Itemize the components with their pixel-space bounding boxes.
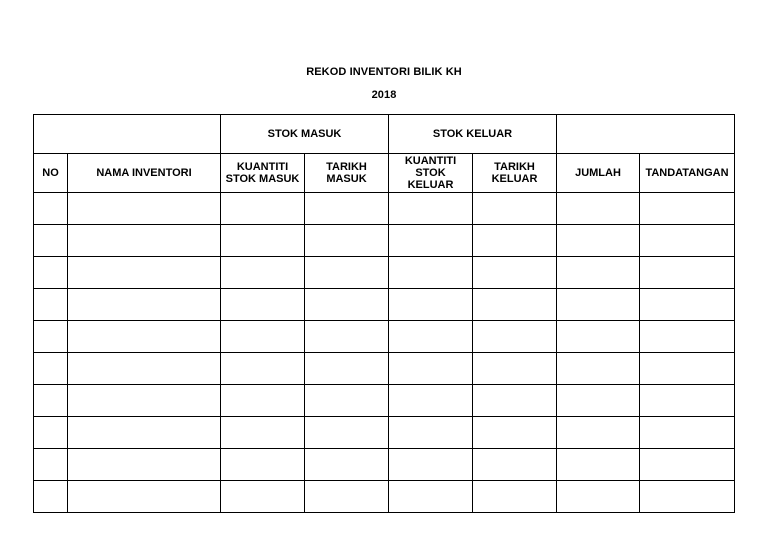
cell-kuantiti-stok-keluar <box>389 321 473 353</box>
cell-nama-inventori <box>68 321 221 353</box>
table-row <box>34 481 735 513</box>
cell-kuantiti-stok-masuk <box>221 449 305 481</box>
column-header-jumlah: JUMLAH <box>557 154 640 193</box>
group-header-row <box>34 115 735 154</box>
inventory-table-body <box>34 193 735 513</box>
cell-tandatangan <box>640 449 735 481</box>
cell-jumlah <box>557 481 640 513</box>
cell-kuantiti-stok-keluar <box>389 257 473 289</box>
cell-kuantiti-stok-keluar <box>389 481 473 513</box>
cell-tarikh-keluar <box>473 353 557 385</box>
cell-jumlah <box>557 225 640 257</box>
document-year: 2018 <box>371 89 397 101</box>
cell-tandatangan <box>640 385 735 417</box>
cell-tarikh-masuk <box>305 257 389 289</box>
table-row <box>34 385 735 417</box>
cell-no <box>34 449 68 481</box>
table-row <box>34 257 735 289</box>
table-row <box>34 193 735 225</box>
column-header-row <box>34 154 735 193</box>
cell-nama-inventori <box>68 289 221 321</box>
column-header-tarikh-masuk: TARIKH MASUK <box>305 154 389 193</box>
column-header-kuantiti-stok-masuk: KUANTITI STOK MASUK <box>221 154 305 193</box>
inventory-table <box>33 114 735 513</box>
cell-nama-inventori <box>68 481 221 513</box>
cell-kuantiti-stok-keluar <box>389 289 473 321</box>
cell-nama-inventori <box>68 353 221 385</box>
cell-tarikh-masuk <box>305 417 389 449</box>
column-header-kuantiti-stok-keluar: KUANTITI STOK KELUAR <box>389 154 473 193</box>
cell-tarikh-masuk <box>305 225 389 257</box>
cell-jumlah <box>557 257 640 289</box>
cell-no <box>34 193 68 225</box>
group-header-stok-masuk: STOK MASUK <box>221 115 389 154</box>
column-header-tandatangan: TANDATANGAN <box>640 154 735 193</box>
cell-kuantiti-stok-keluar <box>389 225 473 257</box>
cell-no <box>34 353 68 385</box>
cell-kuantiti-stok-masuk <box>221 481 305 513</box>
cell-jumlah <box>557 449 640 481</box>
cell-tarikh-masuk <box>305 385 389 417</box>
cell-kuantiti-stok-keluar <box>389 449 473 481</box>
document-title: REKOD INVENTORI BILIK KH <box>306 66 462 78</box>
cell-tandatangan <box>640 417 735 449</box>
cell-tarikh-keluar <box>473 289 557 321</box>
table-row <box>34 289 735 321</box>
cell-tarikh-keluar <box>473 225 557 257</box>
cell-tarikh-keluar <box>473 321 557 353</box>
cell-nama-inventori <box>68 193 221 225</box>
cell-nama-inventori <box>68 449 221 481</box>
cell-kuantiti-stok-masuk <box>221 225 305 257</box>
cell-nama-inventori <box>68 417 221 449</box>
cell-tarikh-keluar <box>473 385 557 417</box>
cell-tarikh-keluar <box>473 449 557 481</box>
cell-tandatangan <box>640 289 735 321</box>
cell-nama-inventori <box>68 225 221 257</box>
cell-tarikh-masuk <box>305 449 389 481</box>
cell-jumlah <box>557 321 640 353</box>
cell-nama-inventori <box>68 385 221 417</box>
cell-tandatangan <box>640 193 735 225</box>
cell-tarikh-masuk <box>305 193 389 225</box>
cell-kuantiti-stok-keluar <box>389 417 473 449</box>
table-row <box>34 225 735 257</box>
cell-tandatangan <box>640 353 735 385</box>
cell-jumlah <box>557 417 640 449</box>
cell-tarikh-keluar <box>473 417 557 449</box>
cell-jumlah <box>557 289 640 321</box>
cell-nama-inventori <box>68 257 221 289</box>
cell-tarikh-masuk <box>305 353 389 385</box>
cell-tarikh-masuk <box>305 289 389 321</box>
cell-no <box>34 481 68 513</box>
cell-kuantiti-stok-masuk <box>221 193 305 225</box>
cell-tarikh-keluar <box>473 193 557 225</box>
cell-no <box>34 225 68 257</box>
cell-jumlah <box>557 385 640 417</box>
cell-tarikh-keluar <box>473 257 557 289</box>
cell-tandatangan <box>640 481 735 513</box>
cell-kuantiti-stok-masuk <box>221 257 305 289</box>
cell-no <box>34 257 68 289</box>
cell-no <box>34 417 68 449</box>
cell-kuantiti-stok-masuk <box>221 417 305 449</box>
cell-kuantiti-stok-masuk <box>221 321 305 353</box>
column-header-no: NO <box>34 154 68 193</box>
column-header-tarikh-keluar: TARIKH KELUAR <box>473 154 557 193</box>
cell-tandatangan <box>640 321 735 353</box>
cell-kuantiti-stok-masuk <box>221 385 305 417</box>
cell-tarikh-masuk <box>305 321 389 353</box>
table-row <box>34 353 735 385</box>
cell-kuantiti-stok-masuk <box>221 353 305 385</box>
column-header-nama-inventori: NAMA INVENTORI <box>68 154 221 193</box>
group-header-stok-keluar: STOK KELUAR <box>389 115 557 154</box>
group-header-blank-left <box>34 115 221 154</box>
cell-tandatangan <box>640 225 735 257</box>
cell-no <box>34 321 68 353</box>
cell-tarikh-keluar <box>473 481 557 513</box>
cell-kuantiti-stok-keluar <box>389 353 473 385</box>
cell-kuantiti-stok-keluar <box>389 193 473 225</box>
table-row <box>34 417 735 449</box>
group-header-blank-right <box>557 115 735 154</box>
table-row <box>34 449 735 481</box>
cell-no <box>34 289 68 321</box>
cell-kuantiti-stok-masuk <box>221 289 305 321</box>
cell-tandatangan <box>640 257 735 289</box>
cell-kuantiti-stok-keluar <box>389 385 473 417</box>
cell-jumlah <box>557 193 640 225</box>
cell-no <box>34 385 68 417</box>
table-row <box>34 321 735 353</box>
cell-jumlah <box>557 353 640 385</box>
cell-tarikh-masuk <box>305 481 389 513</box>
